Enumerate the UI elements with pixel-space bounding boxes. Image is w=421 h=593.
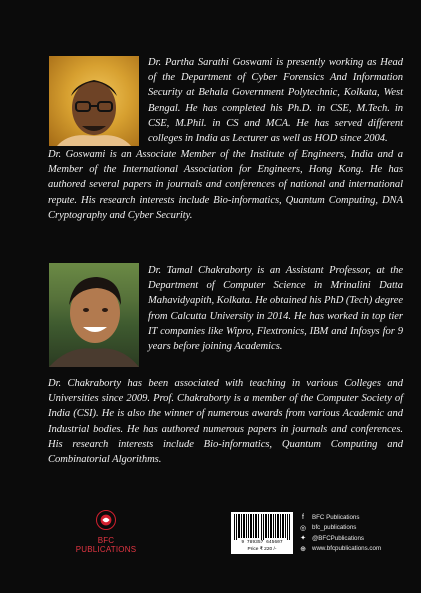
- social-instagram[interactable]: [299, 523, 409, 534]
- isbn-number: 9 789357 645607: [241, 540, 283, 545]
- author1-bio-intro: Dr. Partha Sarathi Goswami is presently working as Head of the Department of Cyber Forensics And Information Security at Behala Government Polytechnic, Kolkata, West Bengal. He has completed his Ph.D. in CSE, M.Tech. in CSE, M.Phil. in CS and MCA. He has served different colleges in India as Lecturer as well as HOD since 2004.: [148, 57, 403, 145]
- logo-emblem-icon: [96, 510, 116, 530]
- instagram-icon: ◎: [299, 524, 307, 532]
- author2-photo: [49, 263, 139, 367]
- social-website[interactable]: [299, 544, 409, 555]
- author1-bio-details: Dr. Goswami is an Associate Member of the Institute of Engineers, India and a Member of the International Association for Engineers, Hong Kong. He has authored several papers in journals and conferences of national and international repute. His research interests include Bio-informatics, Quantum Computing, DNA Cryptography and Cyber Security.: [48, 149, 403, 221]
- twitter-icon: ✦: [300, 535, 306, 543]
- author2-bio-details: Dr. Chakraborty has been associated with teaching in various Colleges and Universities since 2009. Prof. Chakraborty is a member of the Computer Society of India (CSI). He is also the winner of numerous awards from various Academic and Industrial bodies. He has authored numerous papers in journals and conferences. His research interests include Bio-informatics, Quantum Computing and Combinatorial Algorithms.: [48, 378, 403, 466]
- social-links: [299, 512, 409, 554]
- barcode-bars: [234, 514, 290, 540]
- social-website-label: www.bfcpublications.com: [312, 545, 382, 553]
- social-facebook-label: BFC Publications: [312, 513, 360, 521]
- publisher-name: BFC PUBLICATIONS: [75, 536, 137, 554]
- social-twitter[interactable]: [299, 533, 409, 544]
- isbn-barcode: [231, 512, 293, 554]
- social-twitter-label: @BFCPublications: [312, 534, 365, 542]
- author2-bio-intro: Dr. Tamal Chakraborty is an Assistant Professor, at the Department of Computer Science in Mrinalini Datta Mahavidyapith, Kolkata. He obtained his PhD (Tech) degree from Calcutta University in 2014. He has worked in top tier IT companies like Wipro, Flextronics, IBM and Infosys for 9 years before joining Academics.: [148, 265, 403, 353]
- author1-photo: [49, 56, 139, 146]
- social-facebook[interactable]: [299, 512, 409, 523]
- price-label: Price ₹ 220 /-: [247, 547, 277, 552]
- publisher-logo: [74, 510, 138, 556]
- web-icon: ⊕: [300, 545, 306, 553]
- social-instagram-label: bfc_publications: [312, 524, 357, 532]
- facebook-icon: f: [302, 513, 304, 521]
